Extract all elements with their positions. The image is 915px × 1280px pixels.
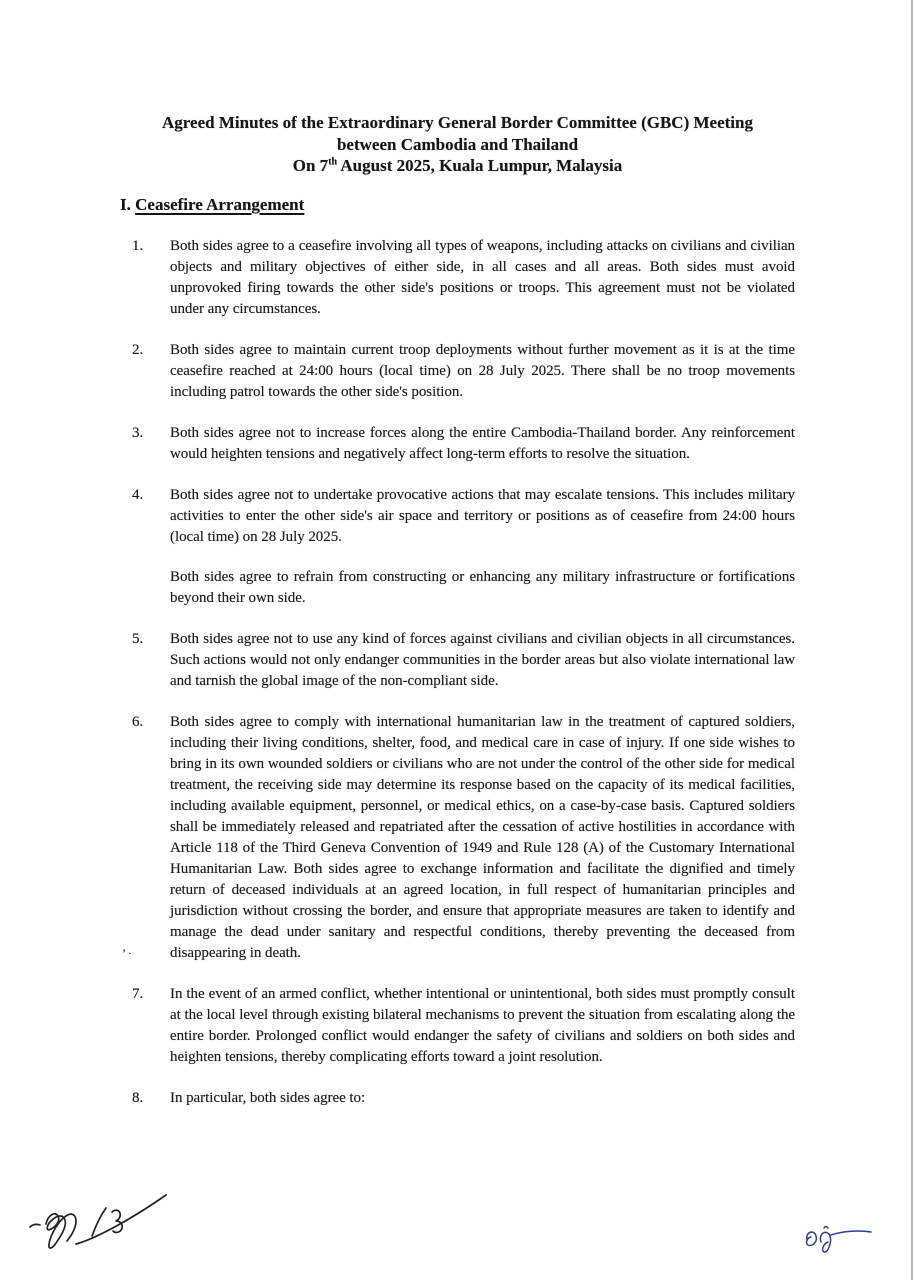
ordinal-superscript: th xyxy=(328,156,338,168)
list-item-4 xyxy=(132,485,795,609)
item-paragraph: In particular, both sides agree to: xyxy=(170,1090,366,1106)
stray-ink-mark: ’· xyxy=(122,946,134,960)
title-line-3-rest: August 2025, Kuala Lumpur, Malaysia xyxy=(337,156,623,175)
list-item-6 xyxy=(132,712,795,964)
list-item-2 xyxy=(132,340,795,403)
item-number: 6. xyxy=(132,714,144,730)
item-paragraph: Both sides agree to maintain current troop deployments without further movement as it is at the time ceasefire reached at 24:00 hours (local time) on 28 July 2025. There shall be no troop movements including patrol towards the other side's position. xyxy=(170,342,795,400)
title-line-3-prefix: On 7 xyxy=(292,156,329,175)
list-item-8 xyxy=(132,1088,795,1109)
item-paragraph-continuation: Both sides agree to refrain from constructing or enhancing any military infrastructure or fortifications beyond their own side. xyxy=(170,569,795,606)
item-paragraph: Both sides agree not to increase forces along the entire Cambodia-Thailand border. Any reinforcement would heighten tensions and negatively affect long-term efforts to resolve the situation. xyxy=(170,425,795,462)
item-number: 8. xyxy=(132,1090,144,1106)
handwritten-initials-left-icon xyxy=(26,1188,172,1256)
item-number: 5. xyxy=(132,631,144,647)
list-item-7 xyxy=(132,984,795,1068)
item-number: 1. xyxy=(132,238,144,254)
item-paragraph: Both sides agree not to use any kind of forces against civilians and civilian objects in all circumstances. Such actions would not only endanger communities in the border areas but also violate international law and tarnish the global image of the non-compliant side. xyxy=(170,631,795,689)
item-paragraph: Both sides agree not to undertake provocative actions that may escalate tensions. This includes military activities to enter the other side's air space and territory or positions as of ceasefire from 24:00 hours (local time) on 28 July 2025. xyxy=(170,487,795,545)
list-item-1 xyxy=(132,236,795,320)
section-numeral: I. xyxy=(120,195,131,214)
item-number: 3. xyxy=(132,425,144,441)
item-number: 2. xyxy=(132,342,144,358)
document-title xyxy=(0,112,915,177)
numbered-list xyxy=(132,236,795,1129)
item-paragraph: Both sides agree to a ceasefire involving all types of weapons, including attacks on civilians and civilian objects and military objectives of either side, in all cases and all areas. Both sides must avoid unprovoked firing towards the other side's positions or troops. This agreement must not be violated under any circumstances. xyxy=(170,238,795,317)
item-number: 4. xyxy=(132,487,144,503)
list-item-5 xyxy=(132,629,795,692)
section-title: Ceasefire Arrangement xyxy=(135,195,305,214)
handwritten-initials-right-icon xyxy=(794,1220,874,1256)
item-paragraph: Both sides agree to comply with international humanitarian law in the treatment of captured soldiers, including their living conditions, shelter, food, and medical care in case of injury. If one side wishes to bring in its own wounded soldiers or civilians who are not under the control of the other side for medical treatment, the receiving side may determine its response based on the capacity of its medical facilities, including available equipment, personnel, or medical ethics, on a case-by-case basis. Captured soldiers shall be immediately released and repatriated after the cessation of active hostilities in accordance with Article 118 of the Third Geneva Convention of 1949 and Rule 128 (A) of the Customary International Humanitarian Law. Both sides agree to exchange information and facilitate the dignified and timely return of deceased individuals at an agreed location, in full respect of humanitarian principles and jurisdiction without crossing the border, and ensure that appropriate measures are taken to identify and manage the dead under sanitary and respectful conditions, thereby preventing the deceased from disappearing in death. xyxy=(170,714,795,961)
title-line-2: between Cambodia and Thailand xyxy=(336,134,579,154)
section-heading xyxy=(120,195,304,215)
title-line-1: Agreed Minutes of the Extraordinary General Border Committee (GBC) Meeting xyxy=(162,113,753,132)
title-line-3 xyxy=(0,155,915,177)
item-number: 7. xyxy=(132,986,144,1002)
list-item-3 xyxy=(132,423,795,465)
scan-right-edge-line xyxy=(911,0,913,1280)
item-paragraph: In the event of an armed conflict, whether intentional or unintentional, both sides must promptly consult at the local level through existing bilateral mechanisms to prevent the situation from escalating along the entire border. Prolonged conflict would endanger the safety of civilians and soldiers on both sides and heighten tensions, thereby complicating efforts toward a joint resolution. xyxy=(170,986,795,1065)
